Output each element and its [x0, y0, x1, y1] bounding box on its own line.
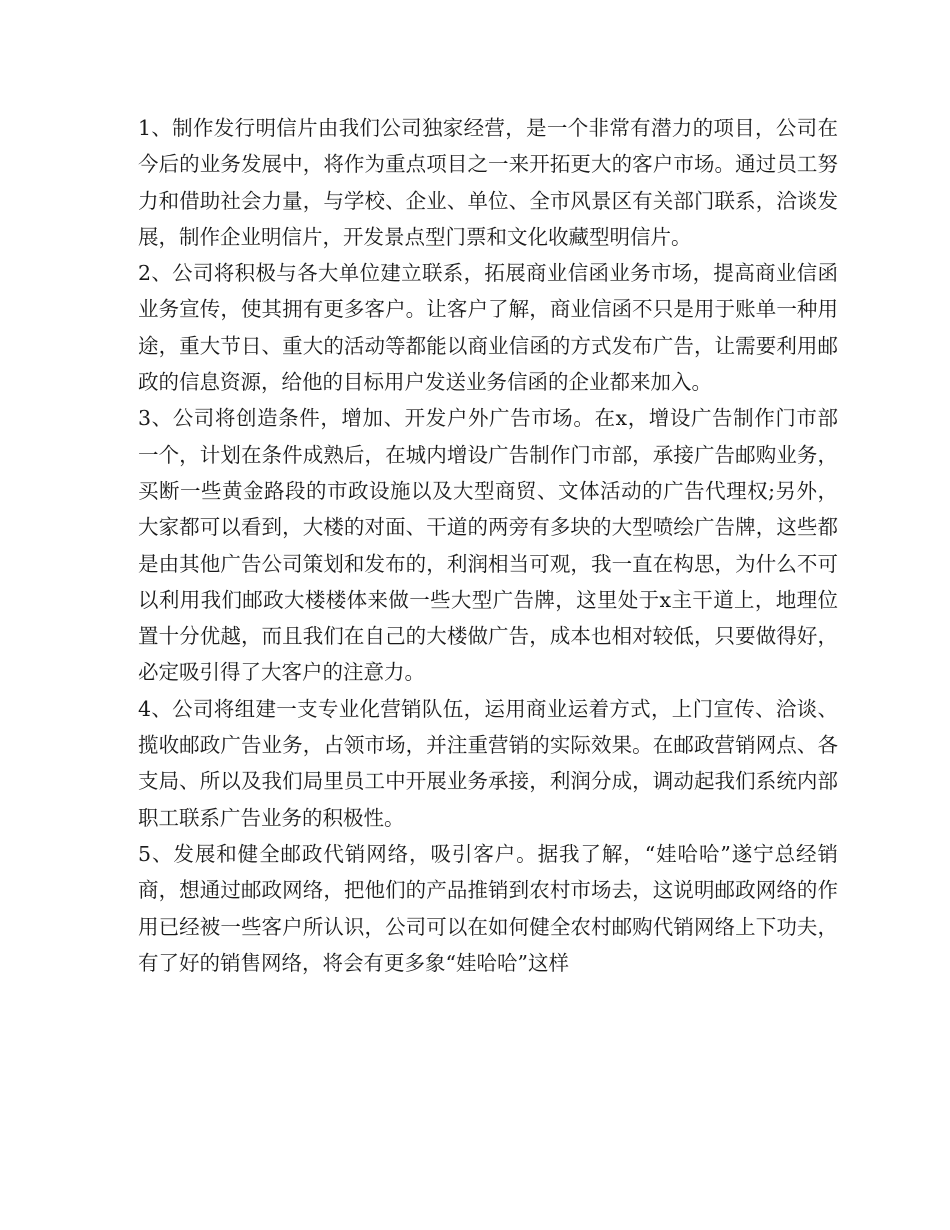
paragraph-1: 1、制作发行明信片由我们公司独家经营，是一个非常有潜力的项目，公司在今后的业务发展中，将作为重点项目之一来开拓更大的客户市场。通过员工努力和借助社会力量，与学校、企业、单位、全市风景区有关部门联系，洽谈发展，制作企业明信片，开发景点型门票和文化收藏型明信片。 [138, 116, 838, 249]
paragraph-2: 2、公司将积极与各大单位建立联系，拓展商业信函业务市场，提高商业信函业务宣传，使其拥有更多客户。让客户了解，商业信函不只是用于账单一种用途，重大节日、重大的活动等都能以商业信函的方式发布广告，让需要利用邮政的信息资源，给他的目标用户发送业务信函的企业都来加入。 [138, 261, 838, 395]
paragraph-5: 5、发展和健全邮政代销网络，吸引客户。据我了解，“娃哈哈”遂宁总经销商，想通过邮政网络，把他们的产品推销到农村市场去，这说明邮政网络的作用已经被一些客户所认识，公司可以在如何健全农村邮购代销网络上下功夫，有了好的销售网络，将会有更多象“娃哈哈”这样 [138, 841, 838, 975]
paragraph-3: 3、公司将创造条件，增加、开发户外广告市场。在x，增设广告制作门市部一个，计划在条件成熟后，在城内增设广告制作门市部，承接广告邮购业务，买断一些黄金路段的市政设施以及大型商贸、文体活动的广告代理权;另外，大家都可以看到，大楼的对面、干道的两旁有多块的大型喷绘广告牌，这些都是由其他广告公司策划和发布的，利润相当可观，我一直在构思，为什么不可以利用我们邮政大楼楼体来做一些大型广告牌，这里处于x主干道上，地理位置十分优越，而且我们在自己的大楼做广告，成本也相对较低，只要做得好，必定吸引得了大客户的注意力。 [138, 406, 838, 685]
document-body [138, 110, 838, 981]
paragraph-4: 4、公司将组建一支专业化营销队伍，运用商业运着方式，上门宣传、洽谈、揽收邮政广告业务，占领市场，并注重营销的实际效果。在邮政营销网点、各支局、所以及我们局里员工中开展业务承接，利润分成，调动起我们系统内部职工联系广告业务的积极性。 [138, 696, 838, 830]
